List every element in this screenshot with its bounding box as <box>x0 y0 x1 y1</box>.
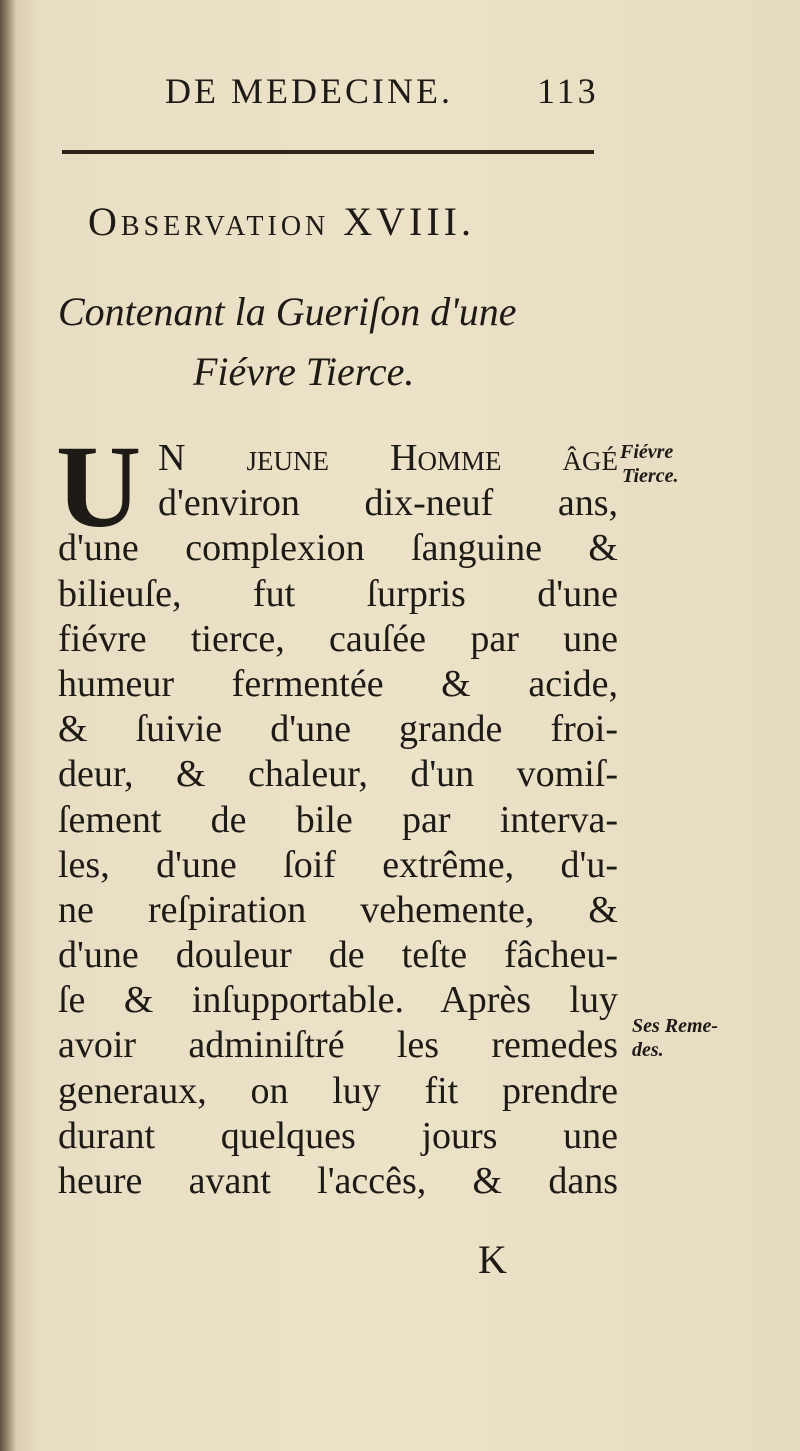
catchword: K <box>478 1237 507 1282</box>
body-line: durant quelques jours une <box>58 1114 618 1157</box>
running-title: DE MEDECINE. <box>165 71 453 111</box>
margin-note-line: Ses Reme- <box>632 1015 719 1037</box>
page-number: 113 <box>537 71 599 111</box>
margin-note-remedes <box>632 1014 718 1062</box>
margin-note-line: des. <box>632 1039 664 1061</box>
body-line: humeur fermentée & acide, <box>58 662 618 705</box>
body-line: d'environ dix-neuf ans, <box>158 482 618 525</box>
observation-heading: Observation XVIII. <box>88 199 476 244</box>
body-line: & ſuivie d'une grande froi- <box>58 708 618 751</box>
observation-subtitle <box>58 282 618 402</box>
body-line: d'une douleur de teſte fâcheu- <box>58 934 618 977</box>
body-line: d'une complexion ſanguine & <box>58 527 618 570</box>
subtitle-line-2: Fiévre Tierce. <box>193 349 415 394</box>
margin-note-line: Tierce. <box>622 465 679 487</box>
body-line: avoir adminiſtré les remedes <box>58 1024 618 1067</box>
body-line: fiévre tierce, cauſée par une <box>58 617 618 660</box>
body-line: les, d'une ſoif extrême, d'u- <box>58 843 618 886</box>
header-rule <box>62 150 594 154</box>
body-line: N jeune Homme âgé <box>158 437 618 479</box>
body-line: heure avant l'accês, & dans <box>58 1160 618 1202</box>
body-line: ſement de bile par interva- <box>58 798 618 841</box>
margin-note-fievre <box>620 440 678 488</box>
subtitle-line-1: Contenant la Gueriſon d'une <box>58 289 517 334</box>
body-line: generaux, on luy fit prendre <box>58 1069 618 1112</box>
body-line: bilieuſe, fut ſurpris d'une <box>58 572 618 615</box>
drop-capital: U <box>56 421 142 552</box>
body-line: ſe & inſupportable. Après luy <box>58 979 618 1022</box>
body-line: deur, & chaleur, d'un vomiſ- <box>58 753 618 796</box>
margin-note-line: Fiévre <box>620 441 674 463</box>
body-line: ne reſpiration vehemente, & <box>58 888 618 931</box>
body-text <box>58 436 618 1204</box>
